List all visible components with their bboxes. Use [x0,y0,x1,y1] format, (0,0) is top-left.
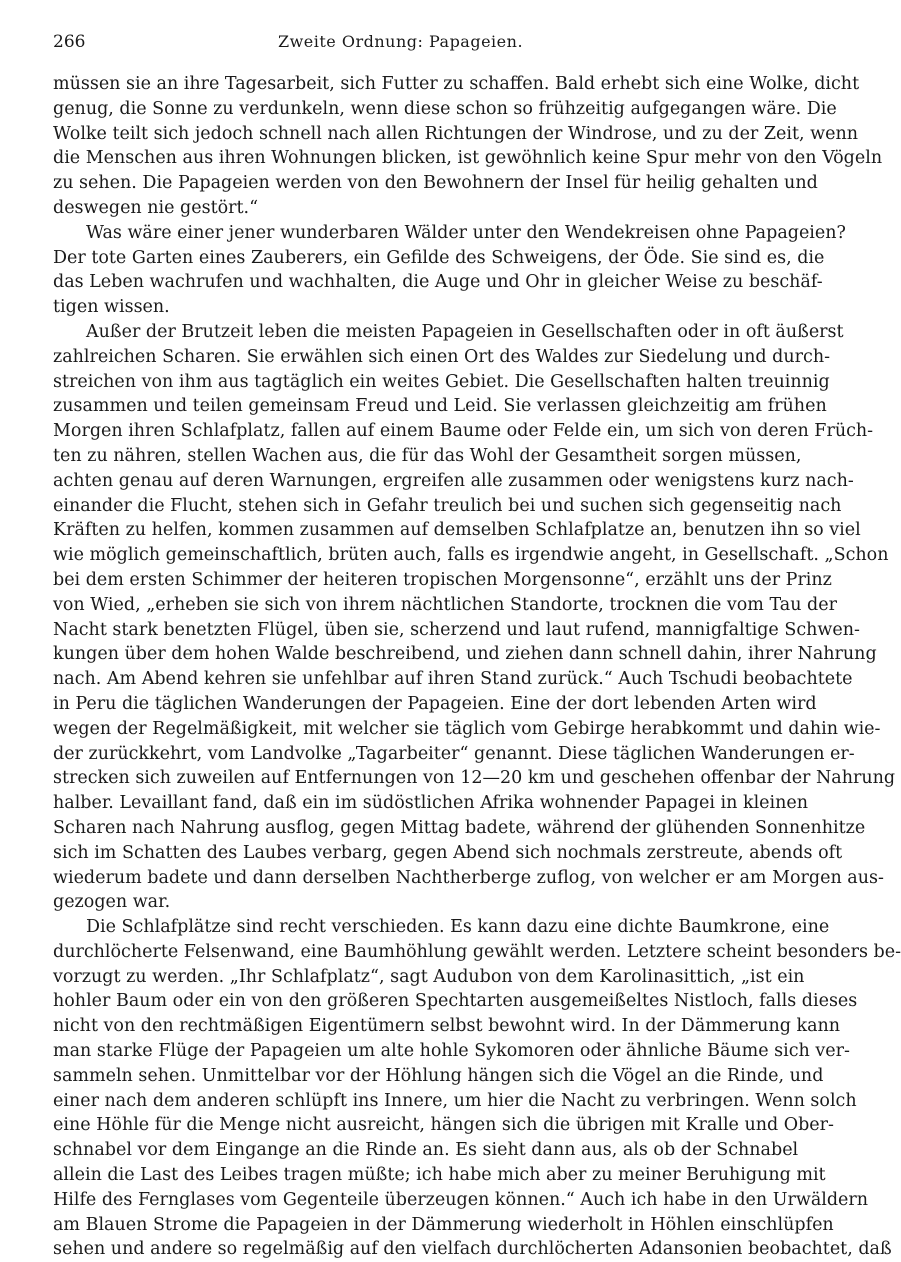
text-line: bei dem ersten Schimmer der heiteren tropischen Morgensonne“, erzählt uns der Prinz [53,569,832,590]
text-line: sammeln sehen. Unmittelbar vor der Höhlung hängen sich die Vögel an die Rinde, und [53,1065,824,1086]
text-line: nicht von den rechtmäßigen Eigentümern selbst bewohnt wird. In der Dämmerung kann [53,1016,841,1037]
text-line: Scharen nach Nahrung ausflog, gegen Mittag badete, während der glühenden Sonnenhitze [53,817,866,838]
text-line: von Wied, „erheben sie sich von ihrem nächtlichen Standorte, trocknen die vom Tau der [53,594,837,615]
text-line: wegen der Regelmäßigkeit, mit welcher sie täglich vom Gebirge herabkommt und dahin wie- [53,718,881,739]
text-line: einander die Flucht, stehen sich in Gefahr treulich bei und suchen sich gegenseitig nach [53,495,842,516]
paragraph [53,221,846,320]
text-line: der zurückkehrt, vom Landvolke „Tagarbeiter“ genannt. Diese täglichen Wanderungen er- [53,743,855,764]
text-line: schnabel vor dem Eingange an die Rinde an. Es sieht dann aus, als ob der Schnabel [53,1140,799,1161]
text-line: Nacht stark benetzten Flügel, üben sie, scherzend und laut rufend, mannigfaltige Schwen- [53,619,860,640]
paragraph [53,320,896,915]
text-line: wie möglich gemeinschaftlich, brüten auch, falls es irgendwie angeht, in Gesellschaft. „Schon [53,545,889,566]
text-line: müssen sie an ihre Tagesarbeit, sich Futter zu schaffen. Bald erhebt sich eine Wolke, dicht [53,74,860,94]
text-line: die Menschen aus ihren Wohnungen blicken, ist gewöhnlich keine Spur mehr von den Vögeln [53,148,883,169]
paragraph [53,915,901,1262]
page-header [53,0,748,52]
paragraph [53,72,883,221]
text-body [53,72,901,1262]
text-line: in Peru die täglichen Wanderungen der Papageien. Eine der dort lebenden Arten wird [53,693,817,714]
text-line: achten genau auf deren Warnungen, ergreifen alle zusammen oder wenigstens kurz nach- [53,470,854,491]
text-line: kungen über dem hohen Walde beschreibend, und ziehen dann schnell dahin, ihrer Nahrung [53,644,877,665]
text-line: Außer der Brutzeit leben die meisten Papageien in Gesellschaften oder in oft äußerst [86,321,844,342]
text-line: vorzugt zu werden. „Ihr Schlafplatz“, sagt Audubon von dem Karolinasittich, „ist ein [53,966,805,987]
text-line: zahlreichen Scharen. Sie erwählen sich einen Ort des Waldes zur Siedelung und durch- [53,346,830,367]
text-line: deswegen nie gestört.“ [53,197,259,218]
text-line: eine Höhle für die Menge nicht ausreicht, hängen sich die übrigen mit Kralle und Ober- [53,1115,834,1136]
text-line: halber. Levaillant fand, daß ein im südöstlichen Afrika wohnender Papagei in kleinen [53,793,809,814]
text-line: Was wäre einer jener wunderbaren Wälder unter den Wendekreisen ohne Papageien? [86,222,846,243]
running-title: Zweite Ordnung: Papageien. [277,32,524,51]
text-line: zu sehen. Die Papageien werden von den Bewohnern der Insel für heilig gehalten und [53,173,818,194]
text-line: hohler Baum oder ein von den größeren Spechtarten ausgemeißeltes Nistloch, falls dieses [53,991,858,1012]
text-line: Morgen ihren Schlafplatz, fallen auf einem Baume oder Felde ein, um sich von deren Früch- [53,421,874,442]
text-line: allein die Last des Leibes tragen müßte; ich habe mich aber zu meiner Beruhigung mit [53,1165,826,1186]
text-line: zusammen und teilen gemeinsam Freud und Leid. Sie verlassen gleichzeitig am frühen [53,396,827,417]
text-line: nach. Am Abend kehren sie unfehlbar auf ihren Stand zurück.“ Auch Tschudi beobachtete [53,669,853,690]
page-number: 266 [53,32,86,52]
text-line: das Leben wachrufen und wachhalten, die Auge und Ohr in gleicher Weise zu beschäf- [53,272,823,293]
text-line: sehen und andere so regelmäßig auf den vielfach durchlöcherten Adansonien beobachtet, daß [53,1239,892,1260]
text-line: ten zu nähren, stellen Wachen aus, die für das Wohl der Gesamtheit sorgen müssen, [53,445,802,466]
text-line: wiederum badete und dann derselben Nachtherberge zuflog, von welcher er am Morgen aus- [53,867,884,888]
text-line: am Blauen Strome die Papageien in der Dämmerung wiederholt in Höhlen einschlüpfen [53,1214,834,1235]
text-line: genug, die Sonne zu verdunkeln, wenn diese schon so frühzeitig aufgegangen wäre. Die [53,98,837,119]
text-line: gezogen war. [53,892,171,913]
text-line: durchlöcherte Felsenwand, eine Baumhöhlung gewählt werden. Letztere scheint besonders be- [53,941,901,962]
text-line: Die Schlafplätze sind recht verschieden. Es kann dazu eine dichte Baumkrone, eine [86,917,830,938]
text-line: tigen wissen. [53,297,170,318]
text-line: Kräften zu helfen, kommen zusammen auf demselben Schlafplatze an, benutzen ihn so viel [53,520,861,541]
text-line: sich im Schatten des Laubes verbarg, gegen Abend sich nochmals zerstreute, abends oft [53,842,843,863]
text-line: Hilfe des Fernglases vom Gegenteile überzeugen können.“ Auch ich habe in den Urwäldern [53,1189,869,1210]
text-line: man starke Flüge der Papageien um alte hohle Sykomoren oder ähnliche Bäume sich ver- [53,1041,850,1062]
text-line: streichen von ihm aus tagtäglich ein weites Gebiet. Die Gesellschaften halten treuinnig [53,371,830,392]
text-line: einer nach dem anderen schlüpft ins Innere, um hier die Nacht zu verbringen. Wenn solch [53,1090,857,1111]
text-line: Wolke teilt sich jedoch schnell nach allen Richtungen der Windrose, und zu der Zeit, wenn [53,123,858,144]
text-line: strecken sich zuweilen auf Entfernungen von 12—20 km und geschehen offenbar der Nahrung [53,768,896,789]
text-line: Der tote Garten eines Zauberers, ein Gefilde des Schweigens, der Öde. Sie sind es, die [53,247,825,268]
